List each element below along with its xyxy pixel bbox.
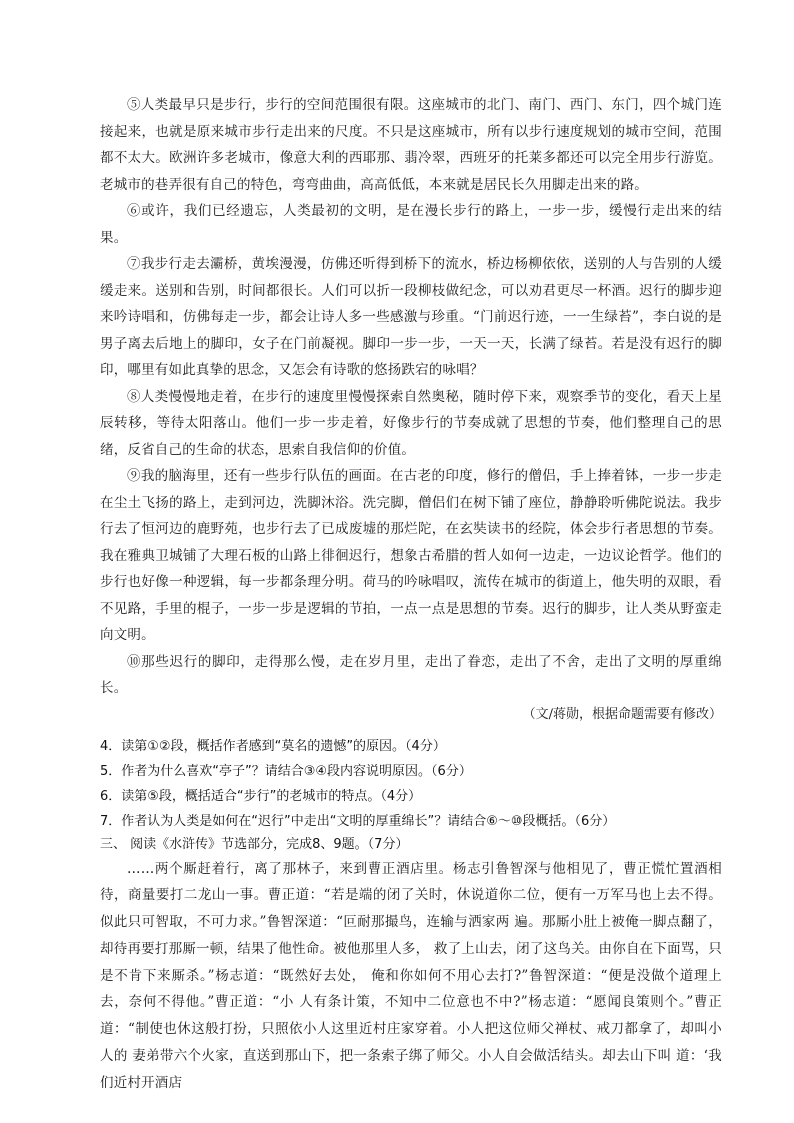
reading-passage	[100, 92, 722, 728]
passage-paragraph-8: ⑧人类慢慢地走着，在步行的速度里慢慢探索自然奥秘，随时停下来，观察季节的变化，看天上星辰转移，等待太阳落山。他们一步一步走着，好像步行的节奏成就了思想的节奏，他们整理自己的思绪，反省自己的生命的状态，思索自我信仰的价值。	[100, 388, 722, 458]
passage-paragraph-7: ⑦我步行走去灞桥，黄埃漫漫，仿佛还听得到桥下的流水，桥边杨柳依依，送别的人与告别的人缓缓走来。送别和告别，时间都很长。人们可以折一段柳枝做纪念，可以劝君更尽一杯酒。迟行的脚步迎来吟诗唱和，仿佛每走一步，都会让诗人多一些感激与珍重。“门前迟行迹，一一生绿苔”，李白说的是男子离去后地上的脚印，女子在门前凝视。脚印一步一步，一天一天，长满了绿苔。若是没有迟行的脚印，哪里有如此真挚的思念，又怎会有诗歌的悠扬跌宕的咏唱？	[100, 256, 722, 378]
passage-paragraph-5: ⑤人类最早只是步行，步行的空间范围很有限。这座城市的北门、南门、西门、东门，四个城门连接起来，也就是原来城市步行走出来的尺度。不只是这座城市，所有以步行速度规划的城市空间，范围都不太大。欧洲许多老城市，像意大利的西耶那、翡冷翠，西班牙的托莱多都还可以完全用步行游览。老城市的巷弄很有自己的特色，弯弯曲曲，高高低低，本来就是居民长久用脚走出来的路。	[100, 97, 722, 193]
question-7: 7．作者认为人类是如何在“迟行”中走出“文明的厚重绵长”？请结合⑥～⑩段概括。（6分）	[100, 813, 616, 829]
question-5: 5．作者为什么喜欢“亭子”？请结合③④段内容说明原因。（6分）	[100, 763, 472, 779]
passage-paragraph-9: ⑨我的脑海里，还有一些步行队伍的画面。在古老的印度，修行的僧侣，手上捧着钵，一步一步走在尘土飞扬的路上，走到河边，洗脚沐浴。洗完脚，僧侣们在树下铺了座位，静静聆听佛陀说法。我步行去了恒河边的鹿野苑，也步行去了已成废墟的那烂陀，在玄奘读书的经院，体会步行者思想的节奏。我在雅典卫城铺了大理石板的山路上徘徊迟行，想象古希腊的哲人如何一边走，一边议论哲学。他们的步行也好像一种逻辑，每一步都条理分明。荷马的吟咏唱叹，流传在城市的街道上，他失明的双眼，看不见路，手里的棍子，一步一步是逻辑的节拍，一点一点是思想的节奏。迟行的脚步，让人类从野蛮走向文明。	[100, 468, 722, 643]
exam-page	[100, 92, 722, 1097]
section-3	[100, 834, 722, 1097]
question-6: 6．读第⑤段，概括适合“步行”的老城市的特点。（4分）	[100, 788, 422, 804]
passage-paragraph-6: ⑥或许，我们已经遗忘，人类最初的文明，是在漫长步行的路上，一步一步，缓慢行走出来的结果。	[100, 203, 722, 246]
excerpt-paragraph: ……两个厮赶着行，离了那林子，来到曹正酒店里。杨志引鲁智深与他相见了，曹正慌忙置酒相待，商量要打二龙山一事。曹正道：“若是端的闭了关时，休说道你二位，便有一万军马也上去不得。似此只可智取，不可力求。”鲁智深道：“叵耐那撮鸟，连输与洒家两 遍。那厮小肚上被俺一脚点翻了，却待再要打那厮一顿，结果了他性命。被他那里人多， 救了上山去，闭了这鸟关。由你自在下面骂，只是不肯下来厮杀。”杨志道：“既然好去处， 俺和你如何不用心去打?”鲁智深道：“便是没做个道理上去，奈何不得他。”曹正道：“小 人有条计策，不知中二位意也不中?”杨志道：“愿闻良策则个。”曹正道：“制使也休这般打扮，只照依小人这里近村庄家穿着。小人把这位师父禅杖、戒刀都拿了，却叫小人的 妻弟带六个火家，直送到那山下，把一条索子绑了师父。小人自会做活结头。却去山下叫 道：‘我们近村开酒店	[100, 860, 722, 1091]
section-3-heading: 三、 阅读《水浒传》节选部分，完成8、9题。（7分）	[100, 836, 409, 852]
question-4: 4．读第①②段，概括作者感到“莫名的遗憾”的原因。（4分）	[100, 738, 446, 754]
question-list	[100, 734, 722, 834]
passage-source: （文/蒋勋，根据命题需要有修改）	[522, 706, 722, 722]
passage-paragraph-10: ⑩那些迟行的脚印，走得那么慢，走在岁月里，走出了眷恋，走出了不舍，走出了文明的厚重绵长。	[100, 653, 722, 696]
